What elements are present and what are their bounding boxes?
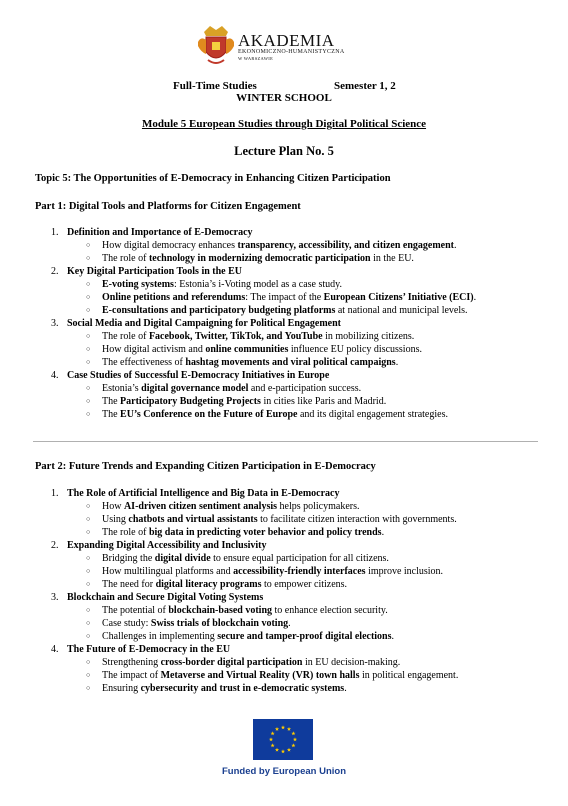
text-segment: improve inclusion. (365, 566, 444, 577)
bold-text: Participatory Budgeting Projects (120, 396, 261, 407)
text-segment: Using (102, 514, 129, 525)
bullet-circle-icon: ○ (86, 515, 91, 523)
text-segment: The effectiveness of (102, 357, 186, 368)
text-segment: in political engagement. (359, 670, 459, 681)
semester: Semester 1, 2 (334, 80, 396, 92)
part-2-title: Part 2: Future Trends and Expanding Citizen Participation in E-Democracy (35, 461, 376, 472)
bold-text: cross-border digital participation (160, 657, 303, 668)
list-item (0, 395, 568, 408)
text-segment: Ensuring (102, 683, 141, 694)
bullet-circle-icon: ○ (86, 410, 91, 418)
list-item (0, 408, 568, 421)
text-segment: The potential of (102, 605, 169, 616)
list-item-text (102, 304, 468, 317)
list-item (0, 565, 568, 578)
bold-text: big data in predicting voter behavior and policy trends (148, 527, 382, 538)
text-segment: in the EU. (370, 253, 414, 264)
bold-text: Online petitions and referendums (102, 292, 246, 303)
list-item (0, 656, 568, 669)
bullet-circle-icon: ○ (86, 671, 91, 679)
bullet-circle-icon: ○ (86, 632, 91, 640)
text-segment: . (344, 683, 347, 694)
list-item-text (102, 617, 291, 630)
bullet-circle-icon: ○ (86, 306, 91, 314)
divider (33, 441, 538, 442)
module-title: Module 5 European Studies through Digital Political Science (141, 118, 427, 130)
list-item-text (102, 239, 456, 252)
list-item-text (102, 552, 389, 565)
text-segment: How digital democracy enhances (102, 240, 238, 251)
list-item-text (102, 278, 342, 291)
text-segment: to enhance election security. (272, 605, 388, 616)
text-segment: : The impact of the (245, 292, 324, 303)
text-segment: How digital activism and (102, 344, 206, 355)
section-number: 2. (51, 540, 59, 551)
text-segment: influence EU policy discussions. (288, 344, 422, 355)
text-segment: Bridging the (102, 553, 155, 564)
list-item-text (102, 630, 394, 643)
bold-text: AI-driven citizen sentiment analysis (123, 501, 277, 512)
bold-text: technology in modernizing democratic participation (148, 253, 371, 264)
text-segment: . (473, 292, 477, 303)
bold-text: secure and tamper-proof digital elections (217, 631, 392, 642)
bullet-circle-icon: ○ (86, 606, 91, 614)
bold-text: European Citizens’ Initiative (ECI) (323, 292, 474, 303)
section-number: 3. (51, 592, 59, 603)
list-item-text (102, 500, 359, 513)
bullet-circle-icon: ○ (86, 580, 91, 588)
bold-text: transparency, accessibility, and citizen engagement (237, 240, 454, 251)
section-title: Key Digital Participation Tools in the EU (67, 266, 243, 277)
bullet-circle-icon: ○ (86, 658, 91, 666)
list-item (0, 356, 568, 369)
text-segment: The need for (102, 579, 156, 590)
lecture-title: Lecture Plan No. 5 (234, 144, 334, 158)
bullet-circle-icon: ○ (86, 554, 91, 562)
bullet-circle-icon: ○ (86, 332, 91, 340)
list-item-text (102, 656, 400, 669)
section-number: 4. (51, 370, 59, 381)
list-item-text (102, 395, 386, 408)
list-item-text (102, 682, 347, 695)
section-heading (0, 643, 568, 656)
text-segment: . (288, 618, 291, 629)
section-number: 3. (51, 318, 59, 329)
school-name: WINTER SCHOOL (236, 92, 332, 104)
section-heading (0, 487, 568, 500)
section-heading (0, 265, 568, 278)
list-item (0, 343, 568, 356)
bold-text: cybersecurity and trust in e-democratic systems (140, 683, 345, 694)
section-title: Definition and Importance of E-Democracy (67, 227, 253, 238)
list-item (0, 526, 568, 539)
bold-text: online communities (205, 344, 289, 355)
list-item (0, 304, 568, 317)
text-segment: in EU decision-making. (302, 657, 401, 668)
brand (238, 32, 345, 62)
section-title: The Future of E-Democracy in the EU (67, 644, 231, 655)
section-title: Social Media and Digital Campaigning for Political Engagement (67, 318, 341, 329)
brand-name: AKADEMIA (238, 31, 335, 50)
bold-text: chatbots and virtual assistants (128, 514, 258, 525)
text-segment: The (102, 409, 121, 420)
text-segment: in cities like Paris and Madrid. (260, 396, 387, 407)
list-item (0, 330, 568, 343)
text-segment: and e-participation success. (248, 383, 362, 394)
list-item-text (102, 669, 458, 682)
section-heading (0, 591, 568, 604)
part-2-sections (0, 487, 568, 695)
text-segment: in mobilizing citizens. (322, 331, 415, 342)
list-item (0, 513, 568, 526)
section-number: 2. (51, 266, 59, 277)
bullet-circle-icon: ○ (86, 254, 91, 262)
bullet-circle-icon: ○ (86, 528, 91, 536)
text-segment: Strengthening (102, 657, 161, 668)
bullet-circle-icon: ○ (86, 280, 91, 288)
text-segment: Estonia’s (102, 383, 142, 394)
text-segment: Challenges in implementing (102, 631, 218, 642)
bullet-circle-icon: ○ (86, 567, 91, 575)
list-item-text (102, 408, 448, 421)
list-item-text (102, 382, 361, 395)
list-item-text (102, 565, 443, 578)
section-heading (0, 317, 568, 330)
list-item (0, 500, 568, 513)
section-number: 1. (51, 488, 59, 499)
section-number: 4. (51, 644, 59, 655)
text-segment: . (453, 240, 457, 251)
bold-text: digital governance model (141, 383, 249, 394)
bold-text: hashtag movements and viral political campaigns (185, 357, 396, 368)
list-item-text (102, 343, 422, 356)
list-item-text (102, 252, 414, 265)
text-segment: to facilitate citizen interaction with governments. (257, 514, 457, 525)
text-segment: The (102, 396, 121, 407)
section-title: The Role of Artificial Intelligence and Big Data in E-Democracy (67, 488, 340, 499)
list-item (0, 291, 568, 304)
section-heading (0, 226, 568, 239)
bullet-circle-icon: ○ (86, 684, 91, 692)
text-segment: helps policymakers. (277, 501, 360, 512)
list-item (0, 682, 568, 695)
eu-flag-icon (253, 719, 313, 760)
bullet-circle-icon: ○ (86, 358, 91, 366)
list-item (0, 278, 568, 291)
list-item-text (102, 291, 476, 304)
section-number: 1. (51, 227, 59, 238)
text-segment: Case study: (102, 618, 151, 629)
text-segment: at national and municipal levels. (335, 305, 468, 316)
list-item-text (102, 604, 388, 617)
list-item (0, 617, 568, 630)
text-segment: The role of (102, 331, 149, 342)
list-item (0, 252, 568, 265)
study-mode: Full-Time Studies (173, 80, 257, 92)
bold-text: digital literacy programs (155, 579, 262, 590)
bold-text: accessibility-friendly interfaces (233, 566, 366, 577)
list-item (0, 578, 568, 591)
text-segment: . (391, 631, 395, 642)
bold-text: E-voting systems (102, 279, 174, 290)
section-heading (0, 539, 568, 552)
header (0, 22, 568, 76)
text-segment: How (102, 501, 124, 512)
bullet-circle-icon: ○ (86, 502, 91, 510)
bold-text: Facebook, Twitter, TikTok, and YouTube (148, 331, 323, 342)
bold-text: blockchain-based voting (168, 605, 273, 616)
bullet-circle-icon: ○ (86, 384, 91, 392)
topic-title: Topic 5: The Opportunities of E-Democracy in Enhancing Citizen Participation (35, 173, 391, 184)
brand-subtitle: EKONOMICZNO-HUMANISTYCZNA (238, 49, 345, 55)
university-crest-icon (196, 22, 236, 70)
bullet-circle-icon: ○ (86, 293, 91, 301)
list-item (0, 630, 568, 643)
text-segment: How multilingual platforms and (102, 566, 234, 577)
section-title: Blockchain and Secure Digital Voting Systems (67, 592, 264, 603)
funded-by-eu-label: Funded by European Union (221, 766, 347, 777)
bullet-circle-icon: ○ (86, 619, 91, 627)
bullet-circle-icon: ○ (86, 397, 91, 405)
bold-text: Swiss trials of blockchain voting (150, 618, 289, 629)
list-item (0, 382, 568, 395)
text-segment: to empower citizens. (261, 579, 348, 590)
text-segment: and its digital engagement strategies. (297, 409, 448, 420)
part-1-sections (0, 226, 568, 421)
bold-text: EU’s Conference on the Future of Europe (120, 409, 298, 420)
list-item (0, 239, 568, 252)
bold-text: Metaverse and Virtual Reality (VR) town halls (160, 670, 360, 681)
section-title: Expanding Digital Accessibility and Inclusivity (67, 540, 267, 551)
section-heading (0, 369, 568, 382)
list-item-text (102, 513, 457, 526)
bold-text: E-consultations and participatory budgeting platforms (102, 305, 336, 316)
text-segment: . (381, 527, 385, 538)
text-segment: : Estonia’s i-Voting model as a case study. (173, 279, 342, 290)
text-segment: to ensure equal participation for all citizens. (210, 553, 389, 564)
brand-city: W WARSZAWIE (238, 56, 274, 61)
text-segment: . (395, 357, 399, 368)
list-item-text (102, 526, 384, 539)
bullet-circle-icon: ○ (86, 345, 91, 353)
list-item-text (102, 578, 347, 591)
list-item-text (102, 330, 414, 343)
text-segment: The impact of (102, 670, 161, 681)
text-segment: The role of (102, 527, 149, 538)
bold-text: digital divide (154, 553, 211, 564)
list-item (0, 669, 568, 682)
section-title: Case Studies of Successful E-Democracy Initiatives in Europe (67, 370, 330, 381)
list-item (0, 604, 568, 617)
list-item-text (102, 356, 398, 369)
part-1-title: Part 1: Digital Tools and Platforms for Citizen Engagement (35, 201, 301, 212)
text-segment: The role of (102, 253, 149, 264)
list-item (0, 552, 568, 565)
bullet-circle-icon: ○ (86, 241, 91, 249)
